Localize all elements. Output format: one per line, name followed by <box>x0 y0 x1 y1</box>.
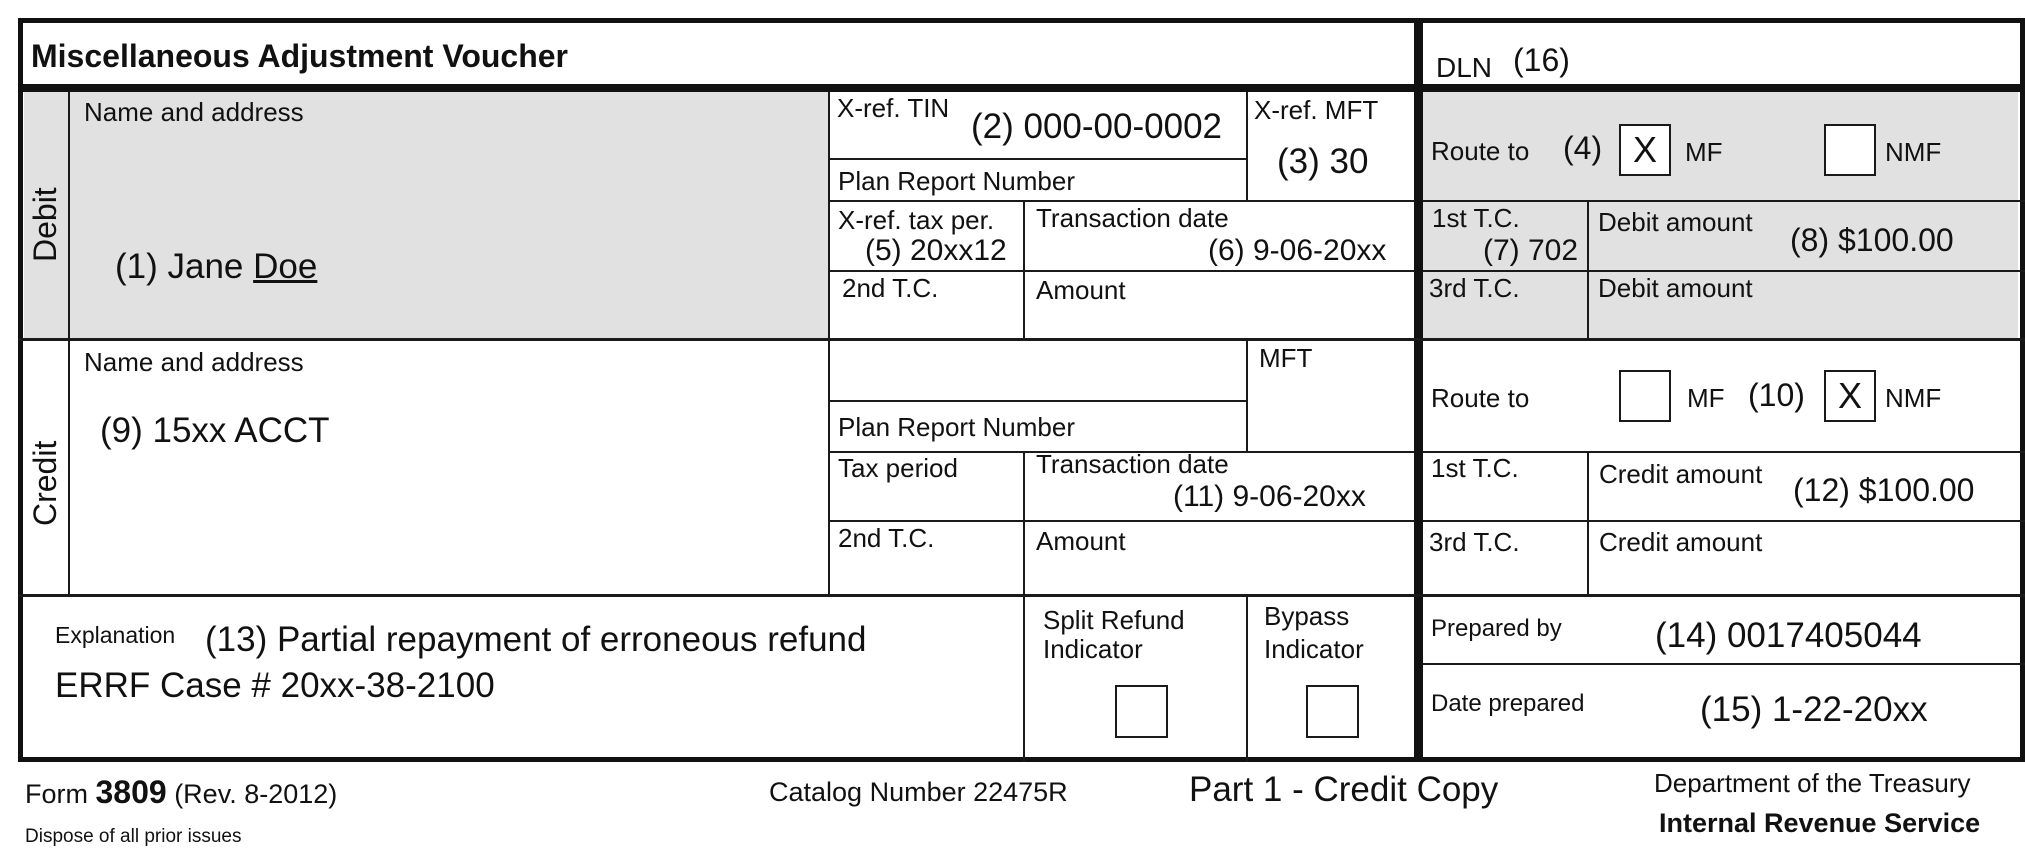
credit-bottom-rule <box>18 594 2025 597</box>
debit-name-prefix: (1) Jane <box>115 247 254 286</box>
debit-first-tc-value[interactable]: (7) 702 <box>1483 234 1579 267</box>
dispose-note: Dispose of all prior issues <box>25 826 242 847</box>
xref-mft-value[interactable]: (3) 30 <box>1277 142 1369 181</box>
debit-transaction-date-value[interactable]: (6) 9-06-20xx <box>1208 234 1387 267</box>
credit-transaction-date-value[interactable]: (11) 9-06-20xx <box>1173 480 1366 513</box>
xref-mft-label: X-ref. MFT <box>1254 95 1379 125</box>
credit-nmf-label: NMF <box>1885 383 1942 413</box>
prepared-by-label: Prepared by <box>1431 615 1562 642</box>
split-col-rule <box>1023 597 1025 762</box>
form-rev: (Rev. 8-2012) <box>166 779 338 809</box>
bypass-checkbox[interactable] <box>1306 685 1359 738</box>
debit-amount-label: Amount <box>1036 275 1126 305</box>
prepared-by-value[interactable]: (14) 0017405044 <box>1655 616 1922 655</box>
credit-mf-checkbox[interactable] <box>1619 370 1671 422</box>
explanation-label: Explanation <box>55 622 176 648</box>
debit-tc-rule <box>829 270 1415 272</box>
credit-side-label: Credit <box>27 440 63 526</box>
mft-col-rule-debit <box>1246 92 1248 200</box>
right-tc-rule-debit <box>1587 200 1589 338</box>
mft-col-rule-credit <box>1246 341 1248 451</box>
debit-plan-report-label: Plan Report Number <box>838 166 1075 196</box>
credit-tc-rule <box>829 520 1415 522</box>
credit-nmf-checkbox[interactable]: X <box>1824 370 1876 422</box>
credit-mft-label: MFT <box>1259 343 1313 373</box>
split-refund-label-2: Indicator <box>1043 634 1143 664</box>
title-rule <box>18 84 2025 92</box>
debit-nmf-checkbox[interactable] <box>1824 124 1876 176</box>
credit-amount-label: Amount <box>1036 526 1126 556</box>
right-tc-rule-credit <box>1587 451 1589 594</box>
part-label: Part 1 - Credit Copy <box>1189 770 1499 809</box>
xref-tax-per-label: X-ref. tax per. <box>838 205 995 235</box>
date-prepared-label: Date prepared <box>1431 690 1585 717</box>
debit-second-tc-label: 2nd T.C. <box>842 273 939 303</box>
debit-amount-label-2: Debit amount <box>1598 273 1753 303</box>
credit-amount-label-2: Credit amount <box>1599 527 1763 557</box>
debit-name-value[interactable] <box>115 248 317 287</box>
bypass-label-2: Indicator <box>1264 634 1364 664</box>
debit-right-mid-rule <box>1423 200 2025 202</box>
form-number-footer <box>25 774 337 811</box>
credit-route-num: (10) <box>1748 377 1805 413</box>
explanation-line-1[interactable]: (13) Partial repayment of erroneous refund <box>205 620 867 659</box>
debit-transaction-date-label: Transaction date <box>1036 203 1229 233</box>
name-col-rule <box>828 92 830 594</box>
debit-right-tc-rule <box>1423 270 2025 272</box>
date-prepared-value[interactable]: (15) 1-22-20xx <box>1700 690 1928 729</box>
xref-tax-per-value[interactable]: (5) 20xx12 <box>865 234 1007 267</box>
xref-tin-value[interactable]: (2) 000-00-0002 <box>971 107 1222 146</box>
credit-amount-label-right: Credit amount <box>1599 459 1763 489</box>
dln-number: (16) <box>1513 42 1570 78</box>
tc-col-rule-credit <box>1023 451 1025 594</box>
debit-mid-rule <box>829 200 1415 202</box>
credit-name-label: Name and address <box>84 347 304 377</box>
bypass-label-1: Bypass <box>1264 601 1350 631</box>
credit-name-value[interactable]: (9) 15xx ACCT <box>100 411 330 450</box>
credit-plan-top-rule <box>829 400 1248 402</box>
credit-second-tc-label: 2nd T.C. <box>838 523 935 553</box>
panel-divider <box>1414 18 1423 762</box>
tc-col-rule-debit <box>1023 200 1025 338</box>
dln-label: DLN <box>1436 52 1493 83</box>
split-refund-label-1: Split Refund <box>1043 605 1185 635</box>
debit-name-label: Name and address <box>84 97 304 127</box>
debit-nmf-label: NMF <box>1885 137 1942 167</box>
debit-third-tc-label: 3rd T.C. <box>1429 273 1520 303</box>
credit-transaction-date-label: Transaction date <box>1036 449 1229 479</box>
debit-mf-label: MF <box>1685 137 1723 167</box>
tin-plan-rule <box>829 158 1248 160</box>
credit-amount-value[interactable]: (12) $100.00 <box>1793 472 1975 508</box>
credit-tax-period-label: Tax period <box>838 453 958 483</box>
debit-credit-rule <box>18 338 2025 341</box>
debit-route-to-label: Route to <box>1431 136 1530 166</box>
form-title: Miscellaneous Adjustment Voucher <box>31 38 568 74</box>
catalog-number: Catalog Number 22475R <box>769 777 1068 807</box>
credit-plan-report-label: Plan Report Number <box>838 412 1075 442</box>
debit-name-underlined: Doe <box>253 247 318 286</box>
credit-route-to-label: Route to <box>1431 383 1530 413</box>
form-prefix: Form <box>25 779 96 809</box>
form-number: 3809 <box>95 774 167 810</box>
irs-label: Internal Revenue Service <box>1659 808 1981 838</box>
debit-side-label: Debit <box>27 187 63 262</box>
bypass-col-rule <box>1246 597 1248 762</box>
credit-first-tc-label: 1st T.C. <box>1431 453 1519 483</box>
side-label-rule <box>68 92 70 594</box>
xref-tin-label: X-ref. TIN <box>837 93 950 123</box>
debit-amount-value[interactable]: (8) $100.00 <box>1790 222 1954 258</box>
department-label: Department of the Treasury <box>1654 768 1971 798</box>
debit-first-tc-label: 1st T.C. <box>1432 203 1520 233</box>
debit-amount-label-right: Debit amount <box>1598 207 1753 237</box>
debit-mf-checkbox[interactable]: X <box>1619 124 1671 176</box>
prepared-rule <box>1423 663 2025 665</box>
debit-route-num: (4) <box>1563 130 1603 166</box>
credit-third-tc-label: 3rd T.C. <box>1429 527 1520 557</box>
split-refund-checkbox[interactable] <box>1115 685 1168 738</box>
credit-mf-label: MF <box>1687 383 1725 413</box>
credit-right-tc-rule <box>1423 520 2025 522</box>
explanation-line-2[interactable]: ERRF Case # 20xx-38-2100 <box>55 666 495 705</box>
